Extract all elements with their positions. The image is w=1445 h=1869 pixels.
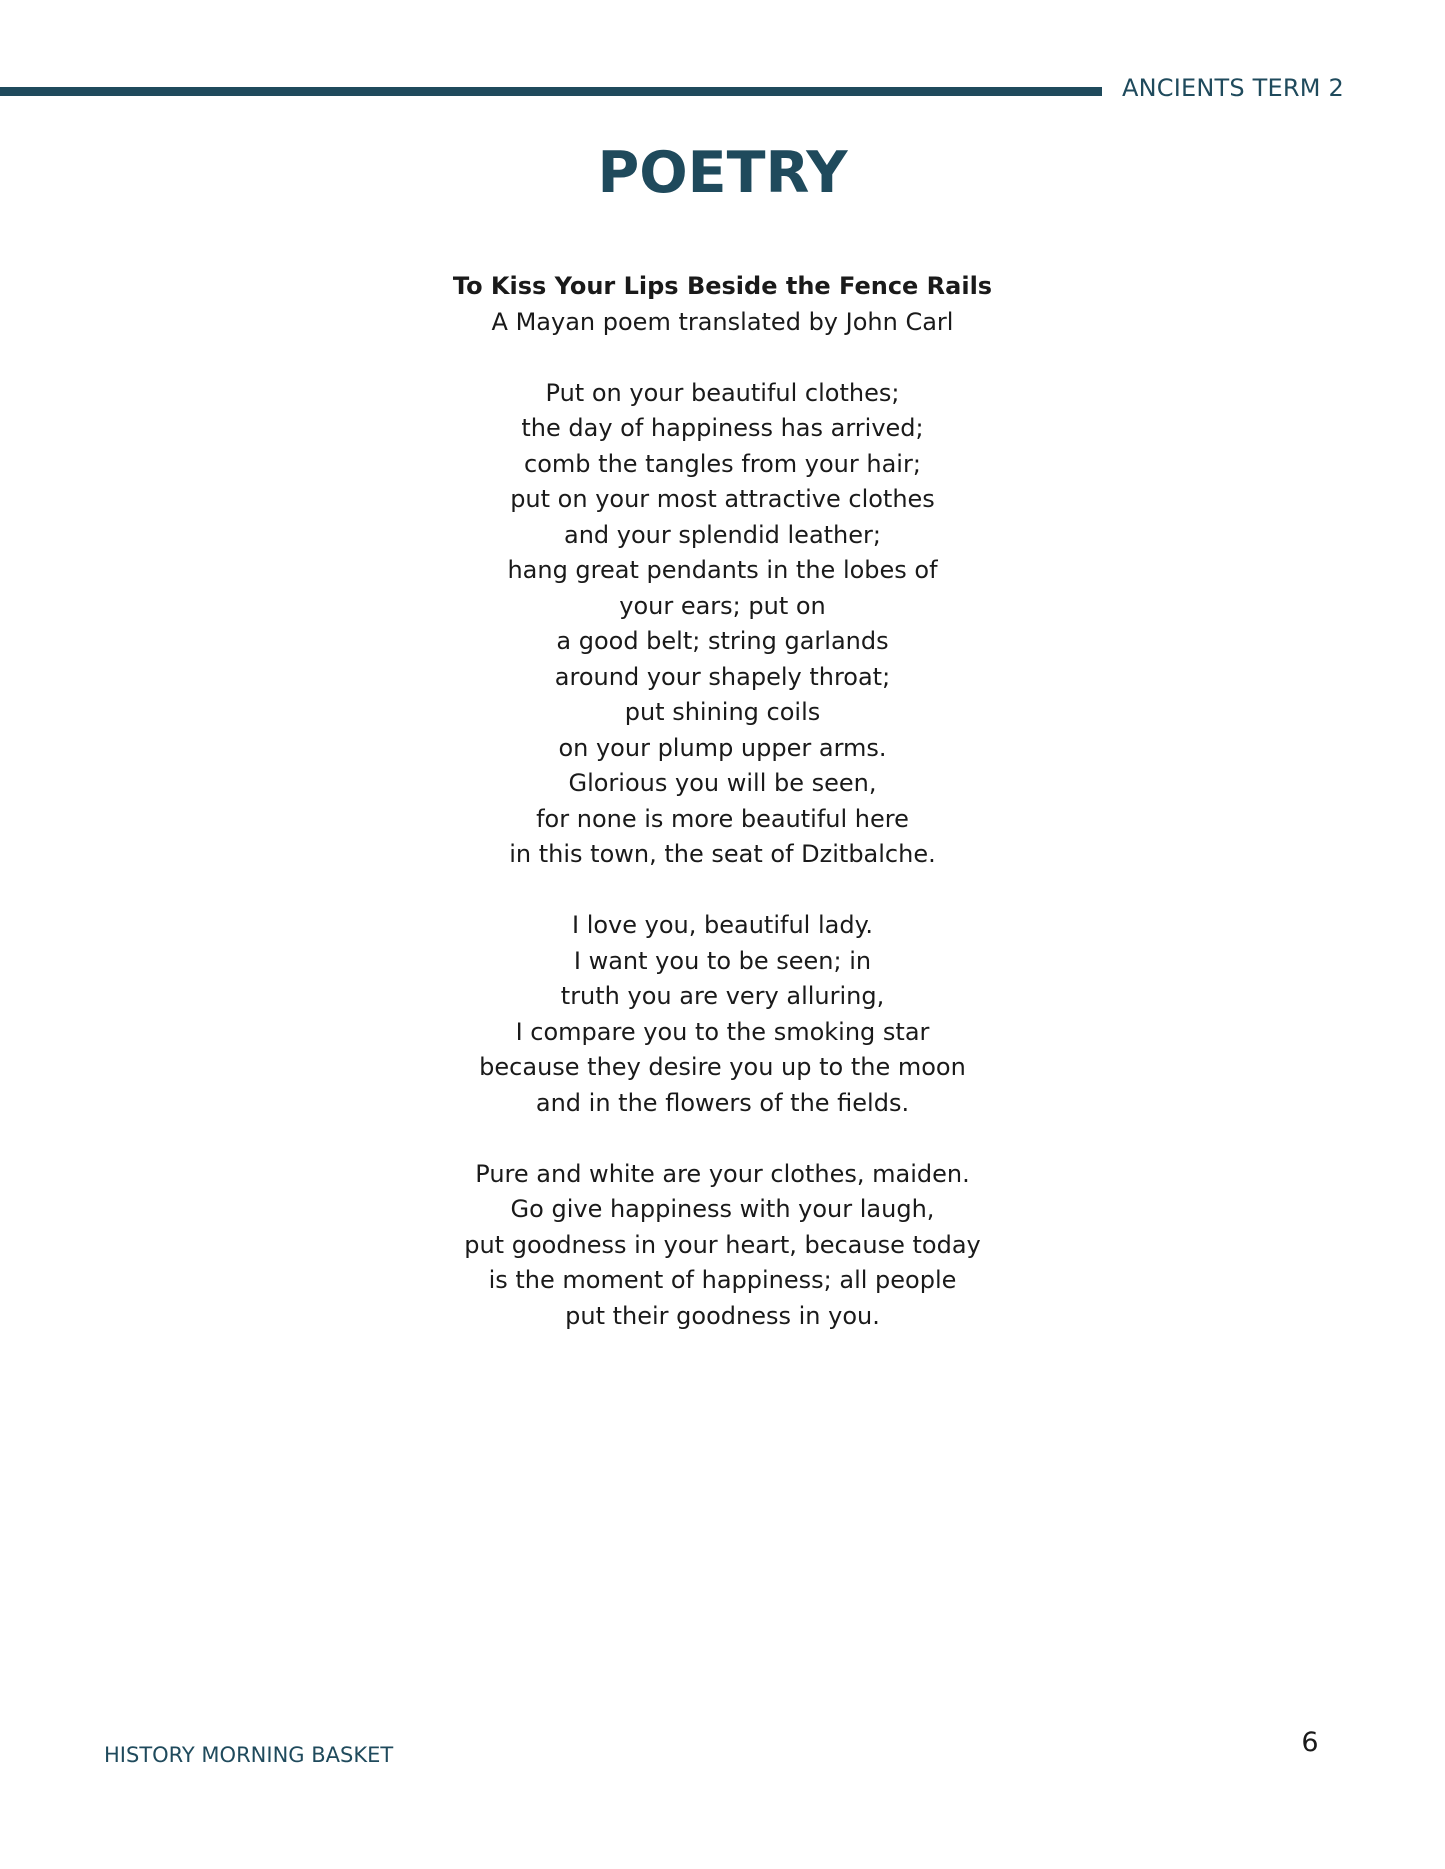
- poem-line: comb the tangles from your hair;: [524, 449, 921, 478]
- poem-line: for none is more beautiful here: [536, 804, 909, 833]
- poem-line: truth you are very alluring,: [560, 982, 885, 1010]
- stanza-3: [0, 1157, 1445, 1335]
- page-title: POETRY: [597, 140, 848, 206]
- poem-line: hang great pendants in the lobes of: [507, 556, 938, 584]
- poem-line: Put on your beautiful clothes;: [545, 378, 900, 407]
- poem-byline: A Mayan poem translated by John Carl: [491, 307, 954, 336]
- poem-line: and in the flowers of the fields.: [535, 1088, 910, 1117]
- poem-line: a good belt; string garlands: [556, 627, 889, 655]
- poem-line: put shining coils: [624, 698, 821, 726]
- stanza-2: [0, 908, 1445, 1121]
- poem-title: To Kiss Your Lips Beside the Fence Rails: [452, 272, 993, 300]
- page-number: 6: [1301, 1727, 1319, 1758]
- poem-line: Pure and white are your clothes, maiden.: [475, 1159, 970, 1188]
- poem-line: because they desire you up to the moon: [479, 1053, 966, 1081]
- header-rule: [0, 87, 1102, 96]
- poem-line: and your splendid leather;: [563, 520, 881, 549]
- poem-line: I compare you to the smoking star: [515, 1017, 930, 1046]
- poem-line: put their goodness in you.: [565, 1301, 880, 1330]
- header-label: ANCIENTS TERM 2: [1122, 74, 1344, 102]
- stanza-1: [0, 376, 1445, 873]
- poem-line: your ears; put on: [619, 591, 826, 620]
- poem-line: Glorious you will be seen,: [568, 769, 877, 797]
- poem-line: in this town, the seat of Dzitbalche.: [509, 840, 936, 868]
- poem: [0, 269, 1445, 1334]
- poem-line: is the moment of happiness; all people: [488, 1266, 957, 1294]
- poem-line: put goodness in your heart, because today: [464, 1230, 981, 1259]
- footer-label: HISTORY MORNING BASKET: [104, 1743, 394, 1767]
- poem-line: put on your most attractive clothes: [510, 485, 935, 513]
- poem-line: I love you, beautiful lady.: [572, 911, 873, 939]
- poem-line: I want you to be seen; in: [573, 946, 872, 975]
- poem-line: Go give happiness with your laugh,: [510, 1195, 935, 1223]
- poem-line: around your shapely throat;: [554, 662, 891, 691]
- poem-line: on your plump upper arms.: [558, 733, 887, 762]
- poem-line: the day of happiness has arrived;: [521, 414, 924, 442]
